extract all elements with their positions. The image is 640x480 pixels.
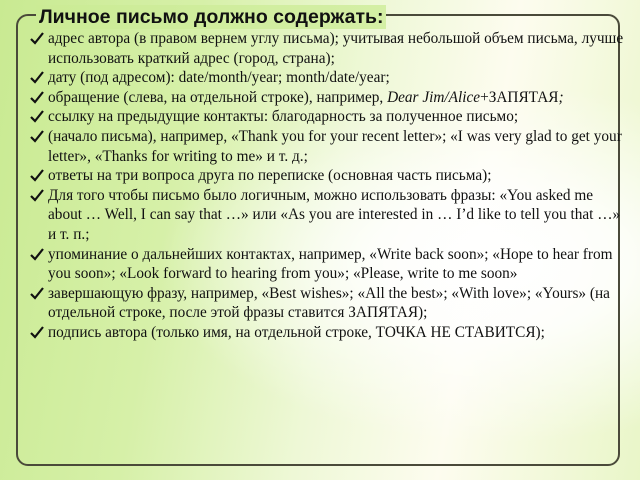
checkmark-icon: [30, 110, 44, 123]
list-item-text: упоминание о дальнейших контактах, например, «Write back soon»; «Hope to hear from you soon»; «Look forward to hearing from you»; «Please, write to me soon»: [48, 245, 613, 283]
list-item-opening-examples: [30, 127, 626, 166]
checkmark-icon: [30, 287, 44, 300]
list-item-closing-phrase: [30, 284, 626, 323]
list-item-text: завершающую фразу, например, «Best wishes»; «All the best»; «With love»; «Yours» (на отдельной строке, после этой фразы ставится ЗАПЯТАЯ);: [48, 284, 610, 322]
list-item-text: ссылку на предыдущие контакты: благодарность за полученное письмо;: [48, 108, 519, 126]
list-item-salutation: [30, 88, 626, 108]
list-item-date: [30, 68, 626, 88]
list-item-address: [30, 29, 626, 68]
list-item-text: ;: [558, 88, 564, 106]
requirements-list: [30, 29, 626, 343]
list-item-text: адрес автора (в правом вернем углу письма); учитывая небольшой объем письма, лучше использовать краткий адрес (город, страна);: [48, 30, 624, 67]
list-item-further-contacts: [30, 245, 626, 284]
list-item-text: (начало письма), например, «Thank you for your recent letter»; «I was very glad to get your letter», «Thanks for writing to me» и т. д.;: [48, 127, 622, 165]
list-item-text: +ЗАПЯТАЯ: [480, 88, 559, 106]
list-item-text: дату (под адресом): date/month/year; month/date/year;: [48, 69, 390, 87]
list-item-logical-phrases: [30, 186, 626, 245]
checkmark-icon: [30, 32, 44, 45]
checkmark-icon: [30, 71, 44, 84]
list-item-answers: [30, 166, 626, 186]
checkmark-icon: [30, 169, 44, 182]
salutation-example: Dear Jim/Alice: [387, 88, 481, 106]
checkmark-icon: [30, 248, 44, 261]
list-item-previous-contacts: [30, 107, 626, 127]
slide-title: Личное письмо должно содержать:: [36, 5, 386, 29]
checkmark-icon: [30, 130, 44, 143]
list-item-text: обращение (слева, на отдельной строке), например,: [48, 88, 388, 106]
checkmark-icon: [30, 189, 44, 202]
checkmark-icon: [30, 326, 44, 339]
list-item-text: подпись автора (только имя, на отдельной строке, ТОЧКА НЕ СТАВИТСЯ);: [48, 323, 545, 341]
list-item-signature: [30, 323, 626, 343]
list-item-text: ответы на три вопроса друга по переписке (основная часть письма);: [48, 167, 492, 185]
checkmark-icon: [30, 91, 44, 104]
list-item-text: Для того чтобы письмо было логичным, можно использовать фразы: «You asked me about … Well, I can say that …» или «As you are interested in … I’d like to tell you that …» и т. п.;: [48, 186, 621, 243]
